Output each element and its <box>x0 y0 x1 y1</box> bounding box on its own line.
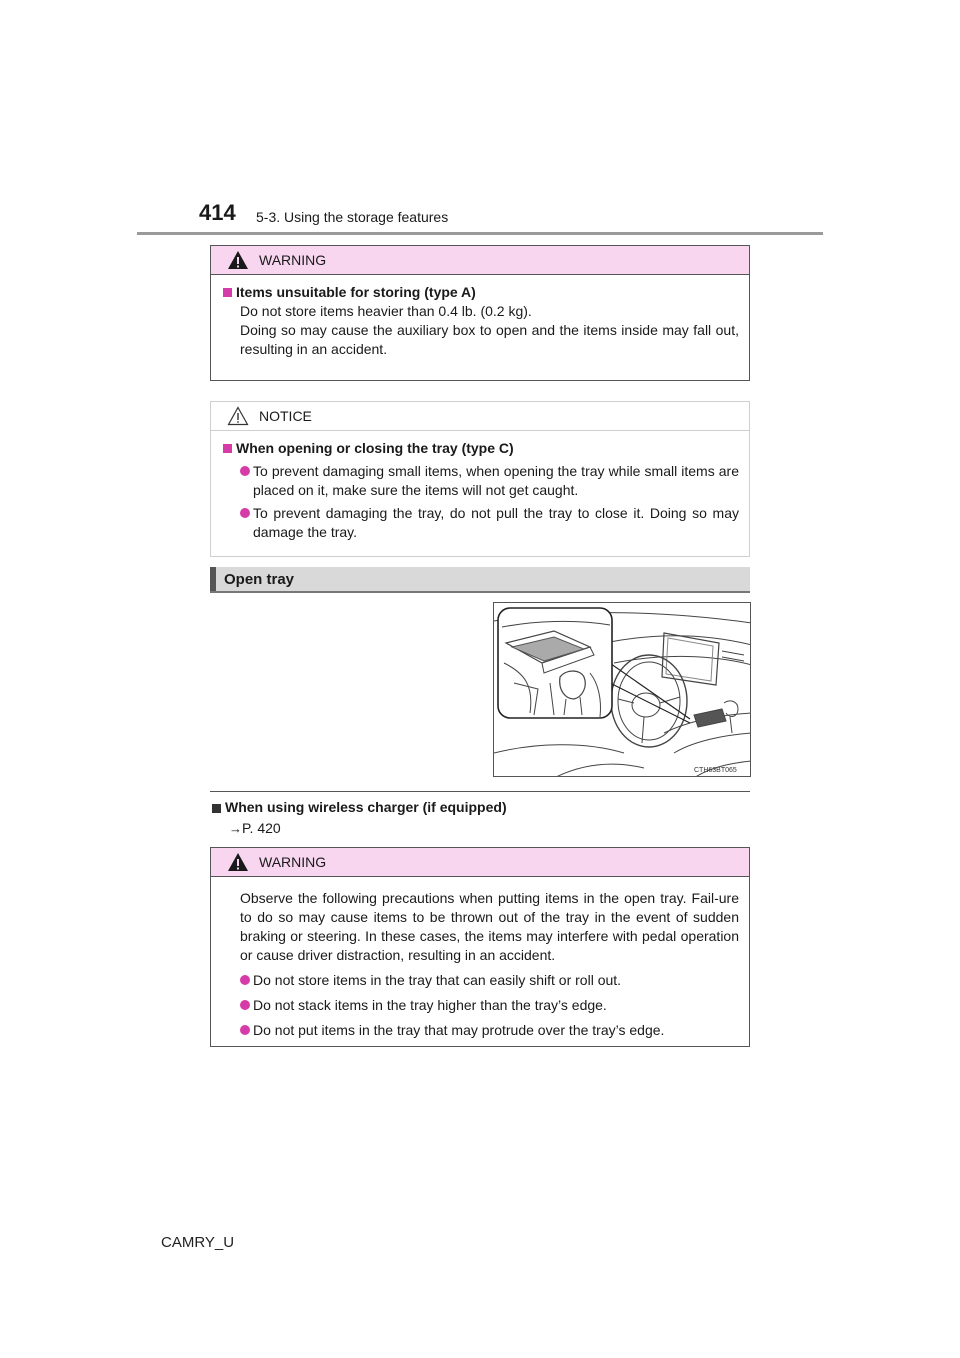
round-bullet-icon <box>240 1025 250 1035</box>
notice-title: NOTICE <box>259 408 312 424</box>
arrow-right-icon: → <box>229 821 242 836</box>
warning-box-storing <box>210 245 750 381</box>
notice-subheading-text: When opening or closing the tray (type C) <box>236 440 514 456</box>
round-bullet-icon <box>240 975 250 985</box>
warning-bullet <box>223 1021 739 1040</box>
notice-header <box>211 402 749 431</box>
page-reference[interactable] <box>229 820 281 836</box>
warning-bullet-text: Do not put items in the tray that may protrude over the tray’s edge. <box>253 1022 665 1038</box>
open-tray-illustration <box>493 602 751 777</box>
notice-bullet-text: To prevent damaging the tray, do not pull the tray to close it. Doing so may damage the tray. <box>253 505 739 540</box>
warning-intro: Observe the following precautions when putting items in the open tray. Fail-ure to do so may cause items to be thrown out of the tray in the event of sudden braking or steering. In these cases, the items may interfere with pedal operation or cause driver distraction, resulting in an accident. <box>240 890 739 963</box>
warning-bullet-text: Do not stack items in the tray higher than the tray’s edge. <box>253 997 607 1013</box>
notice-bullet-text: To prevent damaging small items, when opening the tray while small items are placed on it, make sure the items will not get caught. <box>253 463 739 498</box>
page-reference-text: P. 420 <box>242 820 281 836</box>
warning-bullet-text: Do not store items in the tray that can easily shift or roll out. <box>253 972 622 988</box>
notice-bullet <box>223 462 739 500</box>
wireless-heading-text: When using wireless charger (if equipped) <box>225 799 507 815</box>
warning-text-1: Do not store items heavier than 0.4 lb. (0.2 kg). <box>240 303 532 319</box>
square-bullet-icon <box>223 444 232 453</box>
notice-bullet <box>223 504 739 542</box>
figure-code: CTH63BT065 <box>694 767 737 774</box>
warning-triangle-icon <box>227 250 249 270</box>
square-bullet-icon <box>223 288 232 297</box>
heading-stripe <box>210 567 216 591</box>
section-title: 5-3. Using the storage features <box>256 209 449 225</box>
warning-text-2: Doing so may cause the auxiliary box to open and the items inside may fall out, resulting in an accident. <box>240 322 739 357</box>
footer-model: CAMRY_U <box>161 1234 235 1251</box>
warning-box-open-tray <box>210 847 750 1047</box>
section-divider <box>210 791 750 792</box>
round-bullet-icon <box>240 1000 250 1010</box>
open-tray-title: Open tray <box>224 571 295 588</box>
warning-title: WARNING <box>259 252 327 268</box>
notice-subheading <box>223 439 739 458</box>
warning-subheading-text: Items unsuitable for storing (type A) <box>236 284 476 300</box>
warning-bullet <box>223 971 739 990</box>
warning-subheading <box>223 283 739 302</box>
open-tray-heading <box>210 567 750 593</box>
notice-box-tray <box>210 401 750 557</box>
header-divider <box>137 232 823 235</box>
warning-header <box>211 246 749 275</box>
square-bullet-icon <box>212 804 221 813</box>
wireless-heading <box>210 799 507 815</box>
warning-triangle-icon <box>227 852 249 872</box>
warning-bullet <box>223 996 739 1015</box>
warning-title: WARNING <box>259 854 327 870</box>
notice-triangle-icon <box>227 406 249 426</box>
dashboard-drawing <box>494 603 751 777</box>
round-bullet-icon <box>240 508 250 518</box>
warning-header <box>211 848 749 877</box>
round-bullet-icon <box>240 466 250 476</box>
page-number: 414 <box>199 200 236 225</box>
